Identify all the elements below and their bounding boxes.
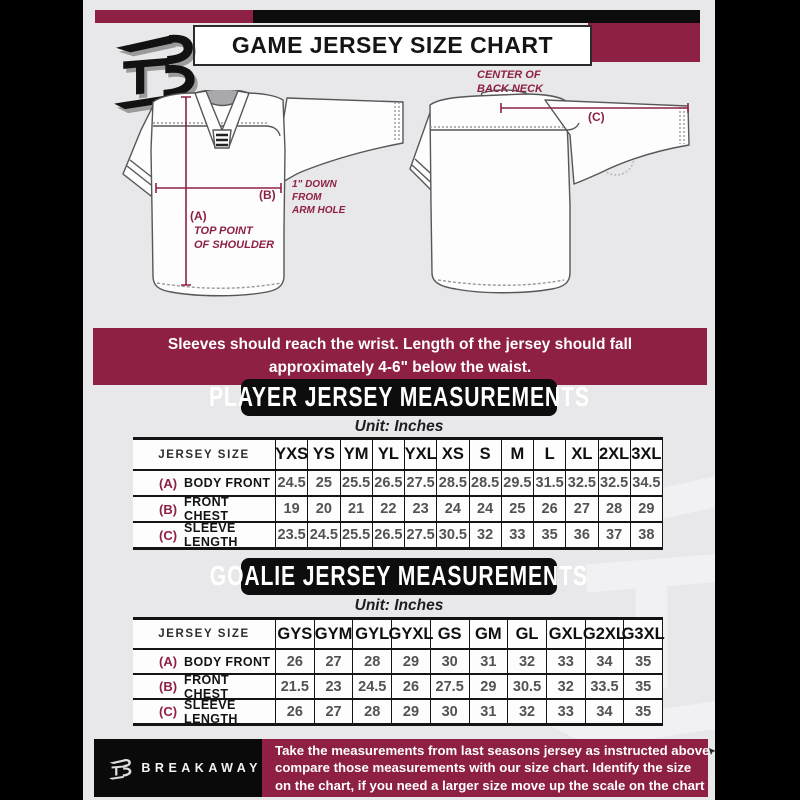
footer-brand-block xyxy=(94,739,262,797)
table-cell: 32 xyxy=(508,648,547,673)
notice-line-1: Sleeves should reach the wrist. Length of the jersey should fall xyxy=(167,336,633,354)
table-cell: 29 xyxy=(392,648,431,673)
table-cell: 30.5 xyxy=(508,673,547,698)
table-cell: 32.5 xyxy=(566,469,598,495)
player-size-header: L xyxy=(534,440,566,469)
table-cell: 24 xyxy=(437,495,469,521)
table-cell: 33 xyxy=(547,698,586,723)
jersey-front-diagram xyxy=(101,90,413,300)
table-cell: 32 xyxy=(547,673,586,698)
table-cell: 25.5 xyxy=(341,521,373,547)
table-cell: 28 xyxy=(599,495,631,521)
player-size-header: 3XL xyxy=(631,440,663,469)
fit-notice-banner xyxy=(93,328,707,385)
table-cell: 24.5 xyxy=(308,521,340,547)
goalie-size-header: GS xyxy=(431,620,470,648)
player-size-table xyxy=(133,437,663,550)
table-cell: 35 xyxy=(624,648,663,673)
table-cell: 23 xyxy=(315,673,354,698)
table-cell: 34 xyxy=(586,698,625,723)
table-cell: 26.5 xyxy=(373,521,405,547)
goalie-row-label: (A) BODY FRONT xyxy=(133,648,276,673)
annotation-a-label: TOP POINT OF SHOULDER xyxy=(194,225,275,252)
table-cell: 26 xyxy=(392,673,431,698)
table-cell: 19 xyxy=(276,495,308,521)
table-cell: 38 xyxy=(631,521,663,547)
player-size-header: YS xyxy=(308,440,340,469)
annotation-a-key: (A) xyxy=(190,209,207,223)
footer-instructions xyxy=(262,739,708,797)
player-corner-header: JERSEY SIZE xyxy=(133,440,276,469)
goalie-row-label: (B) FRONT CHEST xyxy=(133,673,276,698)
breakaway-b-logo-small-icon xyxy=(107,754,132,782)
table-cell: 33 xyxy=(502,521,534,547)
table-cell: 27 xyxy=(566,495,598,521)
table-cell: 22 xyxy=(373,495,405,521)
table-cell: 27.5 xyxy=(405,521,437,547)
player-section-title: PLAYER JERSEY MEASUREMENTS xyxy=(241,379,557,416)
size-chart-infographic xyxy=(83,0,715,800)
player-row-label: (C) SLEEVE LENGTH xyxy=(133,521,276,547)
goalie-size-header: GYM xyxy=(315,620,354,648)
table-cell: 21.5 xyxy=(276,673,315,698)
goalie-row-label: (C) SLEEVE LENGTH xyxy=(133,698,276,723)
table-cell: 30.5 xyxy=(437,521,469,547)
table-cell: 28.5 xyxy=(470,469,502,495)
table-cell: 23.5 xyxy=(276,521,308,547)
table-cell: 27.5 xyxy=(431,673,470,698)
table-cell: 24 xyxy=(470,495,502,521)
goalie-size-header: GYL xyxy=(353,620,392,648)
annotation-center-back-neck: CENTER OF BACK NECK xyxy=(477,69,543,96)
table-cell: 29 xyxy=(392,698,431,723)
table-cell: 27 xyxy=(315,698,354,723)
top-bar-black xyxy=(253,10,700,23)
table-cell: 20 xyxy=(308,495,340,521)
annotation-b-label: 1" DOWN FROM ARM HOLE xyxy=(292,179,346,216)
table-cell: 23 xyxy=(405,495,437,521)
table-cell: 36 xyxy=(566,521,598,547)
table-cell: 24.5 xyxy=(276,469,308,495)
footer-note-line-1: Take the measurements from last seasons jersey as instructed above xyxy=(275,742,710,758)
table-cell: 31.5 xyxy=(534,469,566,495)
goalie-unit-label: Unit: Inches xyxy=(354,597,444,614)
table-cell: 34 xyxy=(586,648,625,673)
player-size-header: YXS xyxy=(276,440,308,469)
player-unit-label: Unit: Inches xyxy=(354,418,444,435)
player-size-header: YL xyxy=(373,440,405,469)
player-row-label: (B) FRONT CHEST xyxy=(133,495,276,521)
player-size-header: YM xyxy=(341,440,373,469)
player-size-header: 2XL xyxy=(599,440,631,469)
annotation-b-key: (B) xyxy=(259,188,276,202)
player-size-header: S xyxy=(470,440,502,469)
player-size-header: XS xyxy=(437,440,469,469)
table-cell: 31 xyxy=(470,698,509,723)
table-cell: 24.5 xyxy=(353,673,392,698)
player-row-label: (A) BODY FRONT xyxy=(133,469,276,495)
table-cell: 30 xyxy=(431,648,470,673)
goalie-size-table xyxy=(133,617,663,726)
table-cell: 29.5 xyxy=(502,469,534,495)
table-cell: 30 xyxy=(431,698,470,723)
table-cell: 26 xyxy=(276,648,315,673)
table-cell: 35 xyxy=(534,521,566,547)
footer-brand-name: BREAKAWAY xyxy=(141,761,262,775)
table-cell: 25.5 xyxy=(341,469,373,495)
table-cell: 28.5 xyxy=(437,469,469,495)
goalie-corner-header: JERSEY SIZE xyxy=(133,620,276,648)
player-size-header: YXL xyxy=(405,440,437,469)
table-cell: 31 xyxy=(470,648,509,673)
goalie-size-header: GXL xyxy=(547,620,586,648)
title-maroon-block xyxy=(588,23,700,62)
table-cell: 25 xyxy=(308,469,340,495)
table-cell: 26 xyxy=(276,698,315,723)
table-cell: 28 xyxy=(353,698,392,723)
player-size-header: XL xyxy=(566,440,598,469)
table-cell: 37 xyxy=(599,521,631,547)
player-size-header: M xyxy=(502,440,534,469)
table-cell: 32 xyxy=(508,698,547,723)
goalie-section-title: GOALIE JERSEY MEASUREMENTS xyxy=(241,558,557,595)
table-cell: 34.5 xyxy=(631,469,663,495)
table-cell: 33.5 xyxy=(586,673,625,698)
table-cell: 26.5 xyxy=(373,469,405,495)
table-cell: 27.5 xyxy=(405,469,437,495)
table-cell: 26 xyxy=(534,495,566,521)
table-cell: 29 xyxy=(631,495,663,521)
jersey-back-diagram xyxy=(396,85,700,297)
annotation-c-key: (C) xyxy=(588,110,605,124)
table-cell: 29 xyxy=(470,673,509,698)
table-cell: 32 xyxy=(470,521,502,547)
page-title: GAME JERSEY SIZE CHART xyxy=(231,32,554,58)
table-cell: 35 xyxy=(624,698,663,723)
notice-line-2: approximately 4-6" below the waist. xyxy=(268,358,532,376)
goalie-size-header: G2XL xyxy=(586,620,625,648)
goalie-size-header: G3XL xyxy=(624,620,663,648)
goalie-size-header: GM xyxy=(470,620,509,648)
table-cell: 27 xyxy=(315,648,354,673)
footer-note-line-3: on the chart, if you need a larger size move up the scale on the chart xyxy=(275,777,705,793)
mouse-cursor-icon xyxy=(708,747,715,756)
table-cell: 33 xyxy=(547,648,586,673)
table-cell: 32.5 xyxy=(599,469,631,495)
table-cell: 21 xyxy=(341,495,373,521)
table-cell: 25 xyxy=(502,495,534,521)
goalie-size-header: GYXL xyxy=(392,620,431,648)
table-cell: 35 xyxy=(624,673,663,698)
table-cell: 28 xyxy=(353,648,392,673)
footer-note-line-2: compare those measurements with our size chart. Identify the size xyxy=(275,760,692,776)
page-title-box xyxy=(193,25,592,66)
goalie-size-header: GYS xyxy=(276,620,315,648)
goalie-size-header: GL xyxy=(508,620,547,648)
top-bar-maroon xyxy=(95,10,253,23)
